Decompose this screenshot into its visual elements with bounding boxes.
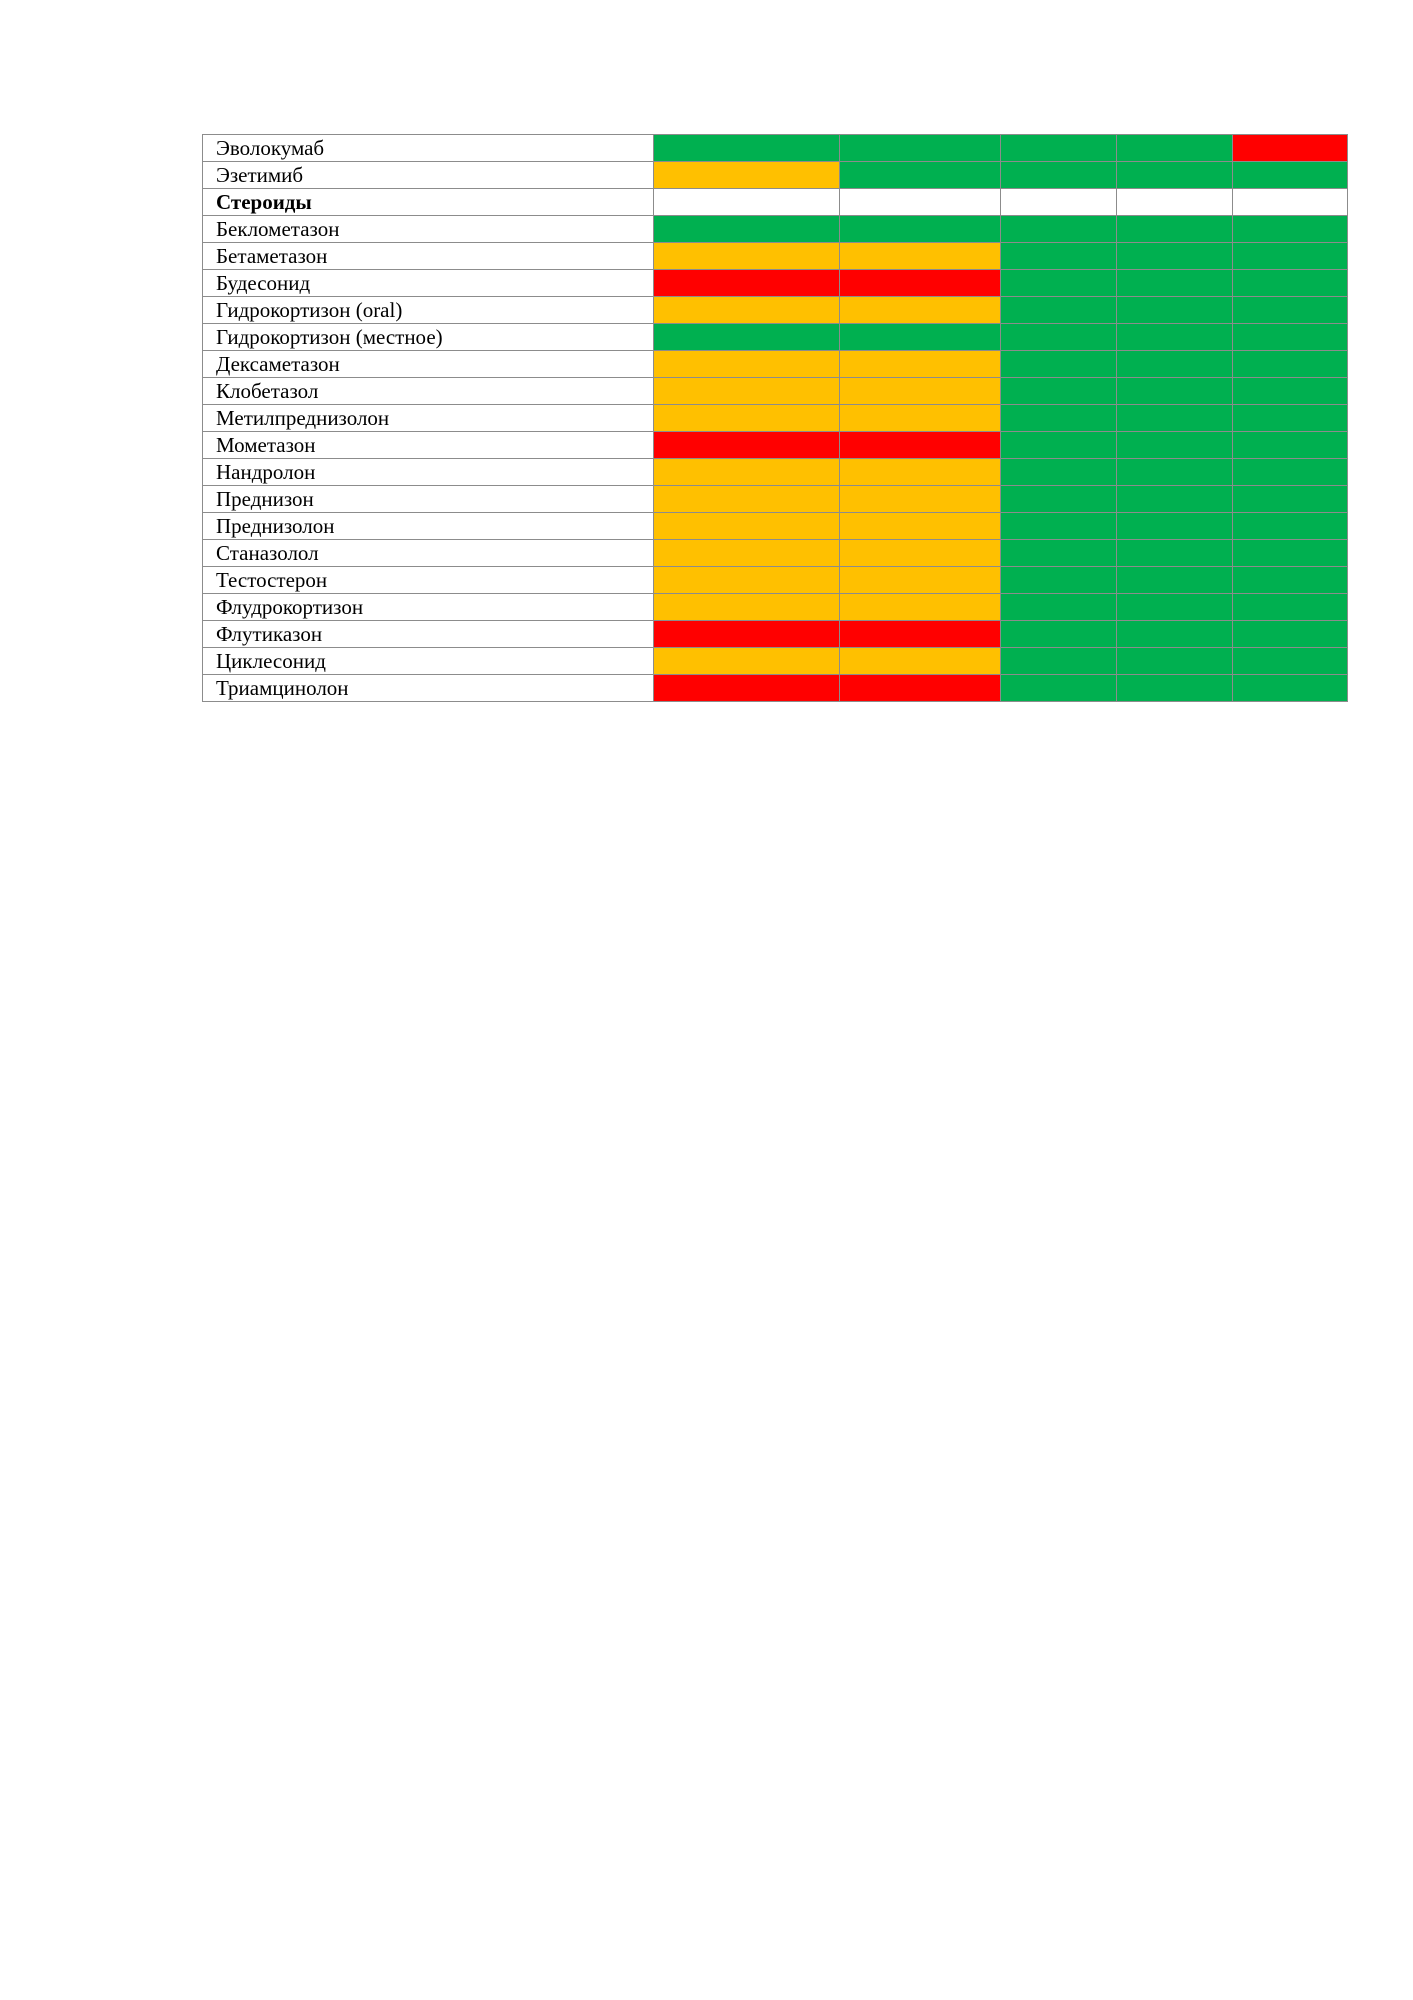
- status-cell-amber: [654, 351, 840, 378]
- status-cell-green: [1117, 594, 1233, 621]
- table-row: [203, 432, 1348, 459]
- status-cell-amber: [840, 486, 1001, 513]
- status-cell-green: [1117, 243, 1233, 270]
- status-cell-green: [1117, 486, 1233, 513]
- status-cell-red: [654, 270, 840, 297]
- drug-name-cell: Преднизолон: [203, 513, 654, 540]
- status-cell-red: [840, 621, 1001, 648]
- status-cell-green: [1233, 621, 1348, 648]
- status-cell-green: [1117, 540, 1233, 567]
- table-row: [203, 297, 1348, 324]
- table-row: [203, 162, 1348, 189]
- drug-name-cell: Циклесонид: [203, 648, 654, 675]
- status-cell-none: [654, 189, 840, 216]
- table-row: [203, 675, 1348, 702]
- status-cell-green: [1117, 567, 1233, 594]
- status-cell-green: [1001, 216, 1117, 243]
- status-cell-green: [1233, 243, 1348, 270]
- status-cell-green: [1233, 594, 1348, 621]
- status-cell-amber: [840, 459, 1001, 486]
- drug-name-cell: Преднизон: [203, 486, 654, 513]
- status-cell-amber: [654, 513, 840, 540]
- status-cell-green: [1117, 405, 1233, 432]
- status-cell-green: [1001, 324, 1117, 351]
- status-cell-amber: [654, 648, 840, 675]
- status-cell-amber: [654, 297, 840, 324]
- status-cell-amber: [654, 567, 840, 594]
- status-cell-green: [1117, 162, 1233, 189]
- status-cell-green: [1233, 432, 1348, 459]
- table-row: [203, 270, 1348, 297]
- status-cell-green: [1117, 513, 1233, 540]
- table-row: [203, 486, 1348, 513]
- status-cell-green: [1001, 378, 1117, 405]
- status-cell-green: [1001, 405, 1117, 432]
- status-cell-green: [1001, 540, 1117, 567]
- status-cell-none: [840, 189, 1001, 216]
- status-cell-amber: [840, 540, 1001, 567]
- status-cell-amber: [840, 351, 1001, 378]
- drug-name-cell: Флудрокортизон: [203, 594, 654, 621]
- table-row: [203, 621, 1348, 648]
- drug-name-cell: Бетаметазон: [203, 243, 654, 270]
- status-cell-green: [1233, 540, 1348, 567]
- table-row: [203, 243, 1348, 270]
- status-cell-green: [1233, 648, 1348, 675]
- status-cell-green: [1117, 378, 1233, 405]
- drug-name-cell: Эволокумаб: [203, 135, 654, 162]
- status-cell-green: [1001, 594, 1117, 621]
- drug-name-cell: Гидрокортизон (местное): [203, 324, 654, 351]
- status-cell-green: [654, 216, 840, 243]
- table-row: [203, 567, 1348, 594]
- status-cell-green: [1001, 351, 1117, 378]
- status-cell-green: [1001, 513, 1117, 540]
- status-cell-red: [840, 432, 1001, 459]
- status-cell-green: [1233, 351, 1348, 378]
- table-row: [203, 378, 1348, 405]
- status-cell-green: [1001, 486, 1117, 513]
- table-row: [203, 513, 1348, 540]
- status-cell-green: [840, 162, 1001, 189]
- drug-name-cell: Тестостерон: [203, 567, 654, 594]
- status-cell-green: [1233, 459, 1348, 486]
- status-cell-green: [1233, 567, 1348, 594]
- drug-name-cell: Дексаметазон: [203, 351, 654, 378]
- status-cell-green: [1117, 216, 1233, 243]
- status-cell-amber: [840, 567, 1001, 594]
- status-cell-amber: [654, 540, 840, 567]
- status-cell-green: [1117, 270, 1233, 297]
- status-cell-none: [1001, 189, 1117, 216]
- status-cell-amber: [654, 243, 840, 270]
- table-row: [203, 540, 1348, 567]
- status-cell-green: [1001, 567, 1117, 594]
- section-header-row: [203, 189, 1348, 216]
- status-cell-green: [1001, 621, 1117, 648]
- table-row: [203, 459, 1348, 486]
- status-cell-red: [654, 621, 840, 648]
- table-row: [203, 324, 1348, 351]
- status-cell-amber: [840, 405, 1001, 432]
- table-row: [203, 648, 1348, 675]
- table-body: [203, 135, 1348, 702]
- status-cell-amber: [840, 297, 1001, 324]
- drug-name-cell: Эзетимиб: [203, 162, 654, 189]
- status-cell-green: [1233, 270, 1348, 297]
- status-cell-green: [1001, 675, 1117, 702]
- status-cell-amber: [840, 648, 1001, 675]
- status-cell-amber: [840, 594, 1001, 621]
- status-cell-green: [1001, 135, 1117, 162]
- status-cell-green: [1117, 351, 1233, 378]
- status-cell-amber: [654, 162, 840, 189]
- status-cell-green: [1117, 459, 1233, 486]
- status-cell-green: [1233, 216, 1348, 243]
- status-cell-red: [654, 432, 840, 459]
- drug-name-cell: Будесонид: [203, 270, 654, 297]
- drug-name-cell: Беклометазон: [203, 216, 654, 243]
- status-cell-green: [1117, 324, 1233, 351]
- status-cell-amber: [840, 513, 1001, 540]
- status-cell-green: [1001, 297, 1117, 324]
- table-row: [203, 594, 1348, 621]
- status-cell-none: [1233, 189, 1348, 216]
- table-row: [203, 216, 1348, 243]
- drug-name-cell: Флутиказон: [203, 621, 654, 648]
- status-cell-red: [654, 675, 840, 702]
- status-cell-green: [1117, 648, 1233, 675]
- status-cell-amber: [840, 378, 1001, 405]
- status-cell-amber: [654, 405, 840, 432]
- section-header-label: Стероиды: [203, 189, 654, 216]
- status-cell-green: [1001, 648, 1117, 675]
- status-cell-green: [1233, 324, 1348, 351]
- status-cell-none: [1117, 189, 1233, 216]
- status-cell-green: [1001, 432, 1117, 459]
- drug-name-cell: Клобетазол: [203, 378, 654, 405]
- status-cell-green: [1117, 675, 1233, 702]
- status-cell-green: [654, 135, 840, 162]
- status-cell-green: [1233, 405, 1348, 432]
- status-cell-green: [840, 324, 1001, 351]
- status-cell-amber: [654, 594, 840, 621]
- status-cell-green: [1001, 270, 1117, 297]
- drug-name-cell: Мометазон: [203, 432, 654, 459]
- table-row: [203, 135, 1348, 162]
- status-cell-green: [1117, 621, 1233, 648]
- status-cell-amber: [840, 243, 1001, 270]
- table-row: [203, 405, 1348, 432]
- status-cell-green: [1233, 513, 1348, 540]
- status-cell-green: [1001, 459, 1117, 486]
- status-cell-green: [1117, 297, 1233, 324]
- status-cell-green: [1233, 486, 1348, 513]
- status-cell-green: [1233, 162, 1348, 189]
- table-row: [203, 351, 1348, 378]
- drug-name-cell: Станазолол: [203, 540, 654, 567]
- status-cell-red: [840, 675, 1001, 702]
- status-cell-green: [1233, 378, 1348, 405]
- status-cell-green: [654, 324, 840, 351]
- status-cell-green: [1233, 675, 1348, 702]
- status-cell-amber: [654, 486, 840, 513]
- status-cell-green: [1117, 432, 1233, 459]
- drug-name-cell: Нандролон: [203, 459, 654, 486]
- status-cell-green: [1117, 135, 1233, 162]
- status-cell-green: [1233, 297, 1348, 324]
- drug-name-cell: Триамцинолон: [203, 675, 654, 702]
- status-cell-green: [1001, 243, 1117, 270]
- status-cell-red: [840, 270, 1001, 297]
- drug-interaction-table: [202, 134, 1348, 702]
- status-cell-green: [840, 216, 1001, 243]
- drug-name-cell: Метилпреднизолон: [203, 405, 654, 432]
- status-cell-red: [1233, 135, 1348, 162]
- status-cell-amber: [654, 378, 840, 405]
- drug-name-cell: Гидрокортизон (oral): [203, 297, 654, 324]
- status-cell-amber: [654, 459, 840, 486]
- status-cell-green: [1001, 162, 1117, 189]
- status-cell-green: [840, 135, 1001, 162]
